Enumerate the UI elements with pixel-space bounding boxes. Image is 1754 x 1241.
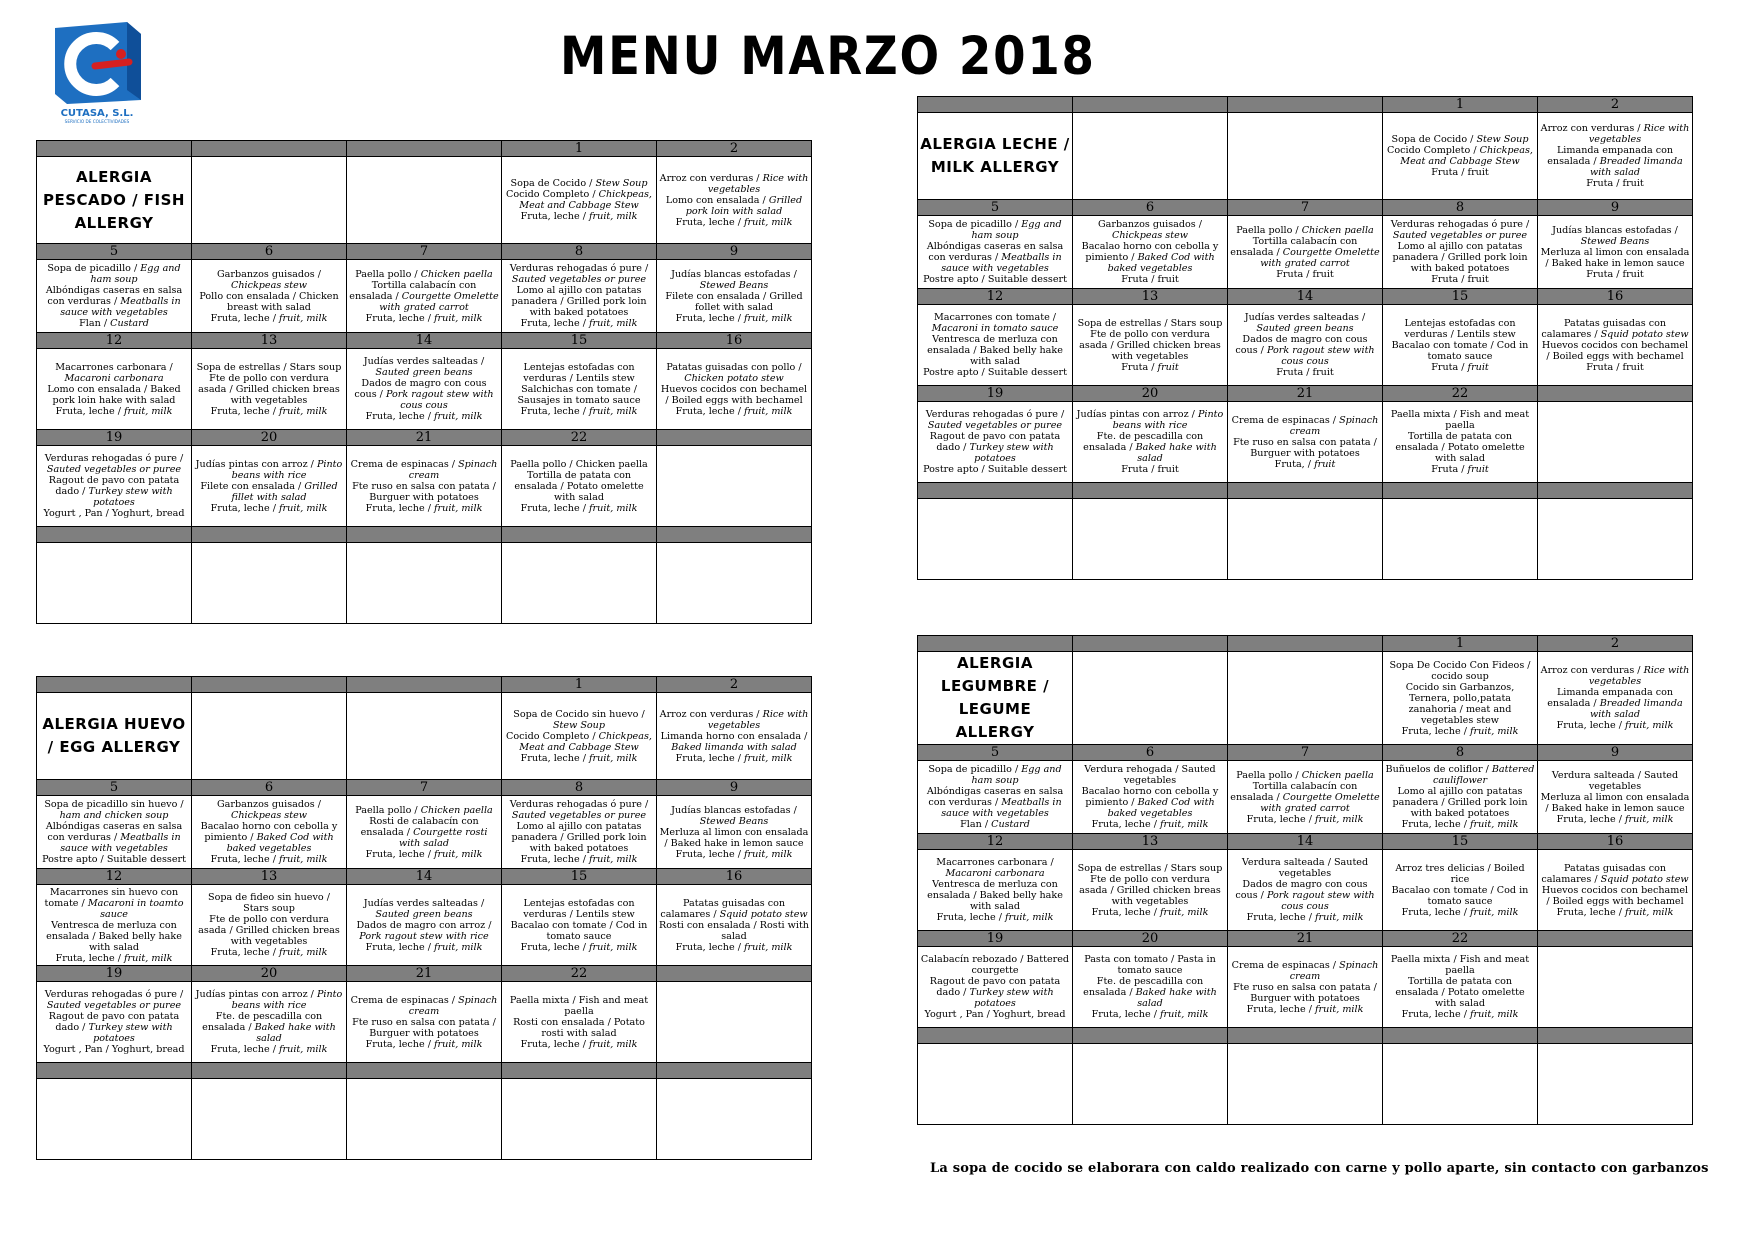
- meal-cell: [1538, 499, 1693, 580]
- day-number: [1228, 483, 1383, 499]
- meal-cell: Macarrones sin huevo con tomate / Macaroni in toamto sauce Ventresca de merluza con ensalada / Baked belly hake with salad Fruta, leche / fruit, milk: [37, 885, 192, 966]
- meal-cell: Paella pollo / Chicken paella Tortilla calabacín con ensalada / Courgette Omelette with grated carrot Fruta, leche / fruit, milk: [1228, 761, 1383, 834]
- meal-cell: Lentejas estofadas con verduras / Lentils stew Salchichas con tomate / Sausajes in tomato sauce Fruta, leche / fruit, milk: [502, 349, 657, 430]
- meal-cell: Judías blancas estofadas / Stewed Beans Filete con ensalada / Grilled follet with salad Fruta, leche / fruit, milk: [657, 260, 812, 333]
- meal-cell: Paella mixta / Fish and meat paella Rosti con ensalada / Potato rosti with salad Fruta, leche / fruit, milk: [502, 982, 657, 1063]
- day-number-row: [37, 244, 812, 260]
- day-number: 14: [1228, 289, 1383, 305]
- day-number: [1073, 97, 1228, 113]
- meal-cell: Paella pollo / Chicken paella Tortilla calabacín con ensalada / Courgette Omelette with grated carrot Fruta / fruit: [1228, 216, 1383, 289]
- meal-cell: [37, 543, 192, 624]
- footer-note: La sopa de cocido se elaborara con caldo realizado con carne y pollo aparte, sin contacto con garbanzos: [930, 1161, 1709, 1176]
- allergy-heading: ALERGIA LEGUMBRE / LEGUME ALLERGY: [918, 652, 1073, 745]
- day-number: [347, 141, 502, 157]
- day-number: [1073, 483, 1228, 499]
- week-row: [37, 693, 812, 780]
- day-number: 21: [347, 966, 502, 982]
- meal-cell: [1383, 499, 1538, 580]
- allergy-heading: ALERGIA HUEVO / EGG ALLERGY: [37, 693, 192, 780]
- day-number: 6: [1073, 200, 1228, 216]
- meal-cell: Sopa De Cocido Con Fideos / cocido soup Cocido sin Garbanzos, Ternera, pollo,patata zanahoria / meat and vegetables stew Fruta, leche / fruit, milk: [1383, 652, 1538, 745]
- day-number: 14: [1228, 834, 1383, 850]
- meal-cell: [1538, 1044, 1693, 1125]
- day-number: [1538, 1028, 1693, 1044]
- day-number: 22: [502, 966, 657, 982]
- week-row: [37, 260, 812, 333]
- day-number: 8: [1383, 200, 1538, 216]
- day-number: 1: [502, 141, 657, 157]
- meal-cell: [1073, 499, 1228, 580]
- meal-cell: [1228, 652, 1383, 745]
- day-number: 19: [918, 386, 1073, 402]
- cutasa-logo-icon: [45, 20, 150, 125]
- meal-cell: [1538, 947, 1693, 1028]
- day-number-row: [37, 966, 812, 982]
- company-logo: [45, 20, 150, 125]
- day-number: 9: [657, 244, 812, 260]
- day-number: 15: [502, 333, 657, 349]
- meal-cell: Paella pollo / Chicken paella Tortilla calabacín con ensalada / Courgette Omelette with grated carrot Fruta, leche / fruit, milk: [347, 260, 502, 333]
- meal-cell: [657, 1079, 812, 1160]
- day-number: [192, 141, 347, 157]
- day-number: 9: [1538, 745, 1693, 761]
- meal-cell: Arroz con verduras / Rice with vegetables Limanda horno con ensalada / Baked limanda with salad Fruta, leche / fruit, milk: [657, 693, 812, 780]
- day-number: [1538, 931, 1693, 947]
- meal-cell: Sopa de Cocido / Stew Soup Cocido Completo / Chickpeas, Meat and Cabbage Stew Fruta, leche / fruit, milk: [502, 157, 657, 244]
- meal-cell: Arroz con verduras / Rice with vegetables Limanda empanada con ensalada / Breaded limanda with salad Fruta, leche / fruit, milk: [1538, 652, 1693, 745]
- meal-cell: [1073, 1044, 1228, 1125]
- day-number: [1538, 483, 1693, 499]
- day-number: [192, 527, 347, 543]
- day-number-row: [918, 289, 1693, 305]
- day-number: [347, 1063, 502, 1079]
- meal-cell: Sopa de estrellas / Stars soup Fte de pollo con verdura asada / Grilled chicken breas with vegetables Fruta, leche / fruit, milk: [192, 349, 347, 430]
- meal-cell: Verduras rehogadas ó pure / Sauted vegetables or puree Lomo al ajillo con patatas panadera / Grilled pork loin with baked potatoes Fruta, leche / fruit, milk: [502, 260, 657, 333]
- day-number: 20: [1073, 931, 1228, 947]
- week-row: [37, 543, 812, 624]
- meal-cell: Verduras rehogadas ó pure / Sauted vegetables or puree Lomo al ajillo con patatas panadera / Grilled pork loin with baked potatoes Fruta / fruit: [1383, 216, 1538, 289]
- meal-cell: Paella pollo / Chicken paella Rosti de calabacín con ensalada / Courgette rosti with salad Fruta, leche / fruit, milk: [347, 796, 502, 869]
- week-row: [918, 499, 1693, 580]
- menu-table-milk-allergy: [917, 96, 1693, 580]
- day-number: [37, 1063, 192, 1079]
- meal-cell: Judías verdes salteadas / Sauted green beans Dados de magro con cous cous / Pork ragout stew with cous cous Fruta / fruit: [1228, 305, 1383, 386]
- day-number: 20: [192, 430, 347, 446]
- day-number: 8: [1383, 745, 1538, 761]
- meal-cell: Garbanzos guisados / Chickpeas stew Bacalao horno con cebolla y pimiento / Baked Cod with baked vegetables Fruta / fruit: [1073, 216, 1228, 289]
- day-number: 1: [1383, 97, 1538, 113]
- meal-cell: [347, 1079, 502, 1160]
- day-number: 19: [37, 966, 192, 982]
- meal-cell: [192, 1079, 347, 1160]
- week-row: [918, 850, 1693, 931]
- day-number: 12: [918, 834, 1073, 850]
- meal-cell: [918, 499, 1073, 580]
- day-number: [37, 527, 192, 543]
- meal-cell: Verduras rehogadas ó pure / Sauted vegetables or puree Ragout de pavo con patata dado / Turkey stew with potatoes Yogurt , Pan / Yoghurt, bread: [37, 982, 192, 1063]
- meal-cell: Judías pintas con arroz / Pinto beans with rice Filete con ensalada / Grilled fillet with salad Fruta, leche / fruit, milk: [192, 446, 347, 527]
- meal-cell: Lentejas estofadas con verduras / Lentils stew Bacalao con tomate / Cod in tomato sauce Fruta, leche / fruit, milk: [502, 885, 657, 966]
- day-number: 9: [657, 780, 812, 796]
- day-number-row: [37, 527, 812, 543]
- day-number: 5: [37, 244, 192, 260]
- day-number-row: [918, 386, 1693, 402]
- day-number: [918, 1028, 1073, 1044]
- day-number-blank: [918, 636, 1073, 652]
- meal-cell: [1538, 402, 1693, 483]
- day-number: 21: [1228, 386, 1383, 402]
- day-number: 1: [1383, 636, 1538, 652]
- day-number: [1073, 636, 1228, 652]
- day-number: 7: [1228, 200, 1383, 216]
- week-row: [37, 796, 812, 869]
- meal-cell: Patatas guisadas con calamares / Squid potato stew Huevos cocidos con bechamel / Boiled eggs with bechamel Fruta, leche / fruit, milk: [1538, 850, 1693, 931]
- day-number: 19: [37, 430, 192, 446]
- day-number-row: [918, 1028, 1693, 1044]
- day-number-row: [37, 1063, 812, 1079]
- day-number: [1073, 1028, 1228, 1044]
- day-number: 22: [502, 430, 657, 446]
- meal-cell: Crema de espinacas / Spinach cream Fte ruso en salsa con patata / Burguer with potatoes Fruta, leche / fruit, milk: [347, 982, 502, 1063]
- day-number: 12: [37, 333, 192, 349]
- week-row: [918, 1044, 1693, 1125]
- day-number: 5: [918, 745, 1073, 761]
- logo-subtitle: SERVICIO DE COLECTIVIDADES: [64, 119, 130, 124]
- day-number: [1538, 386, 1693, 402]
- day-number: 7: [1228, 745, 1383, 761]
- day-number: [192, 1063, 347, 1079]
- day-number: 2: [1538, 97, 1693, 113]
- day-number-blank: [918, 97, 1073, 113]
- meal-cell: Garbanzos guisados / Chickpeas stew Pollo con ensalada / Chicken breast with salad Fruta, leche / fruit, milk: [192, 260, 347, 333]
- meal-cell: Sopa de picadillo / Egg and ham soup Albóndigas caseras en salsa con verduras / Meatballs in sauce with vegetables Flan / Custard: [37, 260, 192, 333]
- day-number-row: [37, 430, 812, 446]
- day-number: 19: [918, 931, 1073, 947]
- meal-cell: Judías pintas con arroz / Pinto beans with rice Fte. de pescadilla con ensalada / Baked hake with salad Fruta / fruit: [1073, 402, 1228, 483]
- meal-cell: [657, 543, 812, 624]
- meal-cell: [1228, 499, 1383, 580]
- day-number: 20: [1073, 386, 1228, 402]
- meal-cell: Pasta con tomato / Pasta in tomato sauce Fte. de pescadilla con ensalada / Baked hake with salad Fruta, leche / fruit, milk: [1073, 947, 1228, 1028]
- week-row: [37, 1079, 812, 1160]
- week-row: [37, 157, 812, 244]
- week-row: [918, 113, 1693, 200]
- day-number: 13: [1073, 834, 1228, 850]
- day-number: [1228, 97, 1383, 113]
- meal-cell: [657, 982, 812, 1063]
- day-number-blank: [37, 677, 192, 693]
- day-number: 7: [347, 780, 502, 796]
- meal-cell: Judías verdes salteadas / Sauted green beans Dados de magro con cous cous / Pork ragout stew with cous cous Fruta, leche / fruit, milk: [347, 349, 502, 430]
- day-number: 9: [1538, 200, 1693, 216]
- meal-cell: Paella mixta / Fish and meat paella Tortilla de patata con ensalada / Potato omelette with salad Fruta, leche / fruit, milk: [1383, 947, 1538, 1028]
- meal-cell: Sopa de estrellas / Stars soup Fte de pollo con verdura asada / Grilled chicken breas with vegetables Fruta, leche / fruit, milk: [1073, 850, 1228, 931]
- week-row: [37, 446, 812, 527]
- meal-cell: Arroz con verduras / Rice with vegetables Limanda empanada con ensalada / Breaded limanda with salad Fruta / fruit: [1538, 113, 1693, 200]
- day-number: 16: [1538, 834, 1693, 850]
- day-number: [657, 1063, 812, 1079]
- meal-cell: [347, 543, 502, 624]
- meal-cell: Sopa de picadillo / Egg and ham soup Albóndigas caseras en salsa con verduras / Meatballs in sauce with vegetables Postre apto / Suitable dessert: [918, 216, 1073, 289]
- meal-cell: Paella pollo / Chicken paella Tortilla de patata con ensalada / Potato omelette with salad Fruta, leche / fruit, milk: [502, 446, 657, 527]
- meal-cell: [37, 1079, 192, 1160]
- day-number: [502, 1063, 657, 1079]
- meal-cell: Paella mixta / Fish and meat paella Tortilla de patata con ensalada / Potato omelette with salad Fruta / fruit: [1383, 402, 1538, 483]
- meal-cell: [1073, 113, 1228, 200]
- week-row: [918, 305, 1693, 386]
- week-row: [918, 761, 1693, 834]
- day-number-blank: [37, 141, 192, 157]
- day-number: 12: [918, 289, 1073, 305]
- meal-cell: Verduras rehogadas ó pure / Sauted vegetables or puree Ragout de pavo con patata dado / Turkey stew with potatoes Postre apto / Suitable dessert: [918, 402, 1073, 483]
- day-number: 6: [192, 244, 347, 260]
- day-number: 12: [37, 869, 192, 885]
- meal-cell: Buñuelos de coliflor / Battered cauliflower Lomo al ajillo con patatas panadera / Grilled pork loin with baked potatoes Fruta, leche / fruit, milk: [1383, 761, 1538, 834]
- day-number: [347, 527, 502, 543]
- meal-cell: Patatas guisadas con calamares / Squid potato stew Rosti con ensalada / Rosti with salad Fruta, leche / fruit, milk: [657, 885, 812, 966]
- day-number: 1: [502, 677, 657, 693]
- day-number: 16: [1538, 289, 1693, 305]
- day-number-row: [918, 745, 1693, 761]
- day-number-row: [37, 677, 812, 693]
- day-number: [657, 527, 812, 543]
- day-number: 5: [918, 200, 1073, 216]
- week-row: [918, 216, 1693, 289]
- meal-cell: Judías verdes salteadas / Sauted green beans Dados de magro con arroz / Pork ragout stew with rice Fruta, leche / fruit, milk: [347, 885, 502, 966]
- meal-cell: [502, 543, 657, 624]
- day-number: [1228, 636, 1383, 652]
- meal-cell: [502, 1079, 657, 1160]
- day-number: 16: [657, 333, 812, 349]
- day-number: 14: [347, 333, 502, 349]
- allergy-heading: ALERGIA PESCADO / FISH ALLERGY: [37, 157, 192, 244]
- meal-cell: [192, 157, 347, 244]
- day-number: 13: [192, 333, 347, 349]
- meal-cell: [192, 543, 347, 624]
- week-row: [918, 402, 1693, 483]
- meal-cell: Arroz tres delicias / Boiled rice Bacalao con tomate / Cod in tomato sauce Fruta, leche / fruit, milk: [1383, 850, 1538, 931]
- day-number: 5: [37, 780, 192, 796]
- meal-cell: [1073, 652, 1228, 745]
- day-number: 6: [192, 780, 347, 796]
- day-number: [347, 677, 502, 693]
- day-number: 15: [1383, 834, 1538, 850]
- meal-cell: Sopa de picadillo / Egg and ham soup Albóndigas caseras en salsa con verduras / Meatballs in sauce with vegetables Flan / Custard: [918, 761, 1073, 834]
- day-number: 2: [1538, 636, 1693, 652]
- allergy-heading: ALERGIA LECHE / MILK ALLERGY: [918, 113, 1073, 200]
- day-number: 20: [192, 966, 347, 982]
- day-number: [502, 527, 657, 543]
- day-number-row: [37, 141, 812, 157]
- menu-table-legume-allergy: [917, 635, 1693, 1125]
- day-number: [1383, 1028, 1538, 1044]
- meal-cell: Verduras rehogadas ó pure / Sauted vegetables or puree Lomo al ajillo con patatas panadera / Grilled pork loin with baked potatoes Fruta, leche / fruit, milk: [502, 796, 657, 869]
- meal-cell: [1228, 113, 1383, 200]
- day-number: [918, 483, 1073, 499]
- week-row: [918, 652, 1693, 745]
- day-number-row: [37, 869, 812, 885]
- meal-cell: [918, 1044, 1073, 1125]
- meal-cell: Judías pintas con arroz / Pinto beans with rice Fte. de pescadilla con ensalada / Baked hake with salad Fruta, leche / fruit, milk: [192, 982, 347, 1063]
- day-number-row: [37, 333, 812, 349]
- day-number: 14: [347, 869, 502, 885]
- meal-cell: Macarrones carbonara / Macaroni carbonara Ventresca de merluza con ensalada / Baked belly hake with salad Fruta, leche / fruit, milk: [918, 850, 1073, 931]
- day-number-row: [918, 200, 1693, 216]
- meal-cell: Crema de espinacas / Spinach cream Fte ruso en salsa con patata / Burguer with potatoes Fruta, leche / fruit, milk: [347, 446, 502, 527]
- menu-table-egg-allergy: [36, 676, 812, 1160]
- week-row: [37, 349, 812, 430]
- meal-cell: Judías blancas estofadas / Stewed Beans Merluza al limon con ensalada / Baked hake in lemon sauce Fruta, leche / fruit, milk: [657, 796, 812, 869]
- meal-cell: [1228, 1044, 1383, 1125]
- menu-table-fish-allergy: [36, 140, 812, 624]
- day-number: 13: [1073, 289, 1228, 305]
- day-number: 22: [1383, 386, 1538, 402]
- day-number-row: [918, 834, 1693, 850]
- meal-cell: Verdura rehogada / Sauted vegetables Bacalao horno con cebolla y pimiento / Baked Cod with baked vegetables Fruta, leche / fruit, milk: [1073, 761, 1228, 834]
- meal-cell: Patatas guisadas con pollo / Chicken potato stew Huevos cocidos con bechamel / Boiled eggs with bechamel Fruta, leche / fruit, milk: [657, 349, 812, 430]
- week-row: [37, 885, 812, 966]
- week-row: [918, 947, 1693, 1028]
- day-number: 6: [1073, 745, 1228, 761]
- day-number: 13: [192, 869, 347, 885]
- meal-cell: Sopa de fideo sin huevo / Stars soup Fte de pollo con verdura asada / Grilled chicken breas with vegetables Fruta, leche / fruit, milk: [192, 885, 347, 966]
- meal-cell: [347, 157, 502, 244]
- meal-cell: Sopa de estrellas / Stars soup Fte de pollo con verdura asada / Grilled chicken breas with vegetables Fruta / fruit: [1073, 305, 1228, 386]
- meal-cell: Crema de espinacas / Spinach cream Fte ruso en salsa con patata / Burguer with potatoes Fruta, leche / fruit, milk: [1228, 947, 1383, 1028]
- day-number-row: [918, 931, 1693, 947]
- page-title: MENU MARZO 2018: [560, 26, 1096, 87]
- week-row: [37, 982, 812, 1063]
- day-number: [192, 677, 347, 693]
- meal-cell: [1383, 1044, 1538, 1125]
- meal-cell: [657, 446, 812, 527]
- meal-cell: Lentejas estofadas con verduras / Lentils stew Bacalao con tomate / Cod in tomato sauce Fruta / fruit: [1383, 305, 1538, 386]
- meal-cell: Sopa de Cocido / Stew Soup Cocido Completo / Chickpeas, Meat and Cabbage Stew Fruta / fruit: [1383, 113, 1538, 200]
- day-number: [657, 966, 812, 982]
- meal-cell: Patatas guisadas con calamares / Squid potato stew Huevos cocidos con bechamel / Boiled eggs with bechamel Fruta / fruit: [1538, 305, 1693, 386]
- day-number: [657, 430, 812, 446]
- meal-cell: Calabacín rebozado / Battered courgette Ragout de pavo con patata dado / Turkey stew with potatoes Yogurt , Pan / Yoghurt, bread: [918, 947, 1073, 1028]
- day-number: 8: [502, 244, 657, 260]
- meal-cell: [192, 693, 347, 780]
- day-number: 2: [657, 677, 812, 693]
- meal-cell: [347, 693, 502, 780]
- meal-cell: Sopa de picadillo sin huevo / ham and chicken soup Albóndigas caseras en salsa con verduras / Meatballs in sauce with vegetables Postre apto / Suitable dessert: [37, 796, 192, 869]
- day-number: 22: [1383, 931, 1538, 947]
- meal-cell: Judías blancas estofadas / Stewed Beans Merluza al limon con ensalada / Baked hake in lemon sauce Fruta / fruit: [1538, 216, 1693, 289]
- meal-cell: Verdura salteada / Sauted vegetables Dados de magro con cous cous / Pork ragout stew with cous cous Fruta, leche / fruit, milk: [1228, 850, 1383, 931]
- day-number: 7: [347, 244, 502, 260]
- day-number: [1228, 1028, 1383, 1044]
- day-number: 15: [1383, 289, 1538, 305]
- day-number: [1383, 483, 1538, 499]
- day-number-row: [918, 483, 1693, 499]
- logo-name: CUTASA, S.L.: [60, 108, 134, 119]
- meal-cell: Sopa de Cocido sin huevo / Stew Soup Cocido Completo / Chickpeas, Meat and Cabbage Stew Fruta, leche / fruit, milk: [502, 693, 657, 780]
- day-number: 15: [502, 869, 657, 885]
- meal-cell: Arroz con verduras / Rice with vegetables Lomo con ensalada / Grilled pork loin with salad Fruta, leche / fruit, milk: [657, 157, 812, 244]
- meal-cell: Verdura salteada / Sauted vegetables Merluza al limon con ensalada / Baked hake in lemon sauce Fruta, leche / fruit, milk: [1538, 761, 1693, 834]
- meal-cell: Macarrones carbonara / Macaroni carbonara Lomo con ensalada / Baked pork loin hake with salad Fruta, leche / fruit, milk: [37, 349, 192, 430]
- day-number: 8: [502, 780, 657, 796]
- day-number-row: [37, 780, 812, 796]
- meal-cell: Verduras rehogadas ó pure / Sauted vegetables or puree Ragout de pavo con patata dado / Turkey stew with potatoes Yogurt , Pan / Yoghurt, bread: [37, 446, 192, 527]
- meal-cell: Crema de espinacas / Spinach cream Fte ruso en salsa con patata / Burguer with potatoes Fruta, / fruit: [1228, 402, 1383, 483]
- day-number: 2: [657, 141, 812, 157]
- day-number-row: [918, 636, 1693, 652]
- day-number: 21: [347, 430, 502, 446]
- day-number-row: [918, 97, 1693, 113]
- day-number: 16: [657, 869, 812, 885]
- day-number: 21: [1228, 931, 1383, 947]
- meal-cell: Macarrones con tomate / Macaroni in tomato sauce Ventresca de merluza con ensalada / Baked belly hake with salad Postre apto / Suitable dessert: [918, 305, 1073, 386]
- meal-cell: Garbanzos guisados / Chickpeas stew Bacalao horno con cebolla y pimiento / Baked Cod with baked vegetables Fruta, leche / fruit, milk: [192, 796, 347, 869]
